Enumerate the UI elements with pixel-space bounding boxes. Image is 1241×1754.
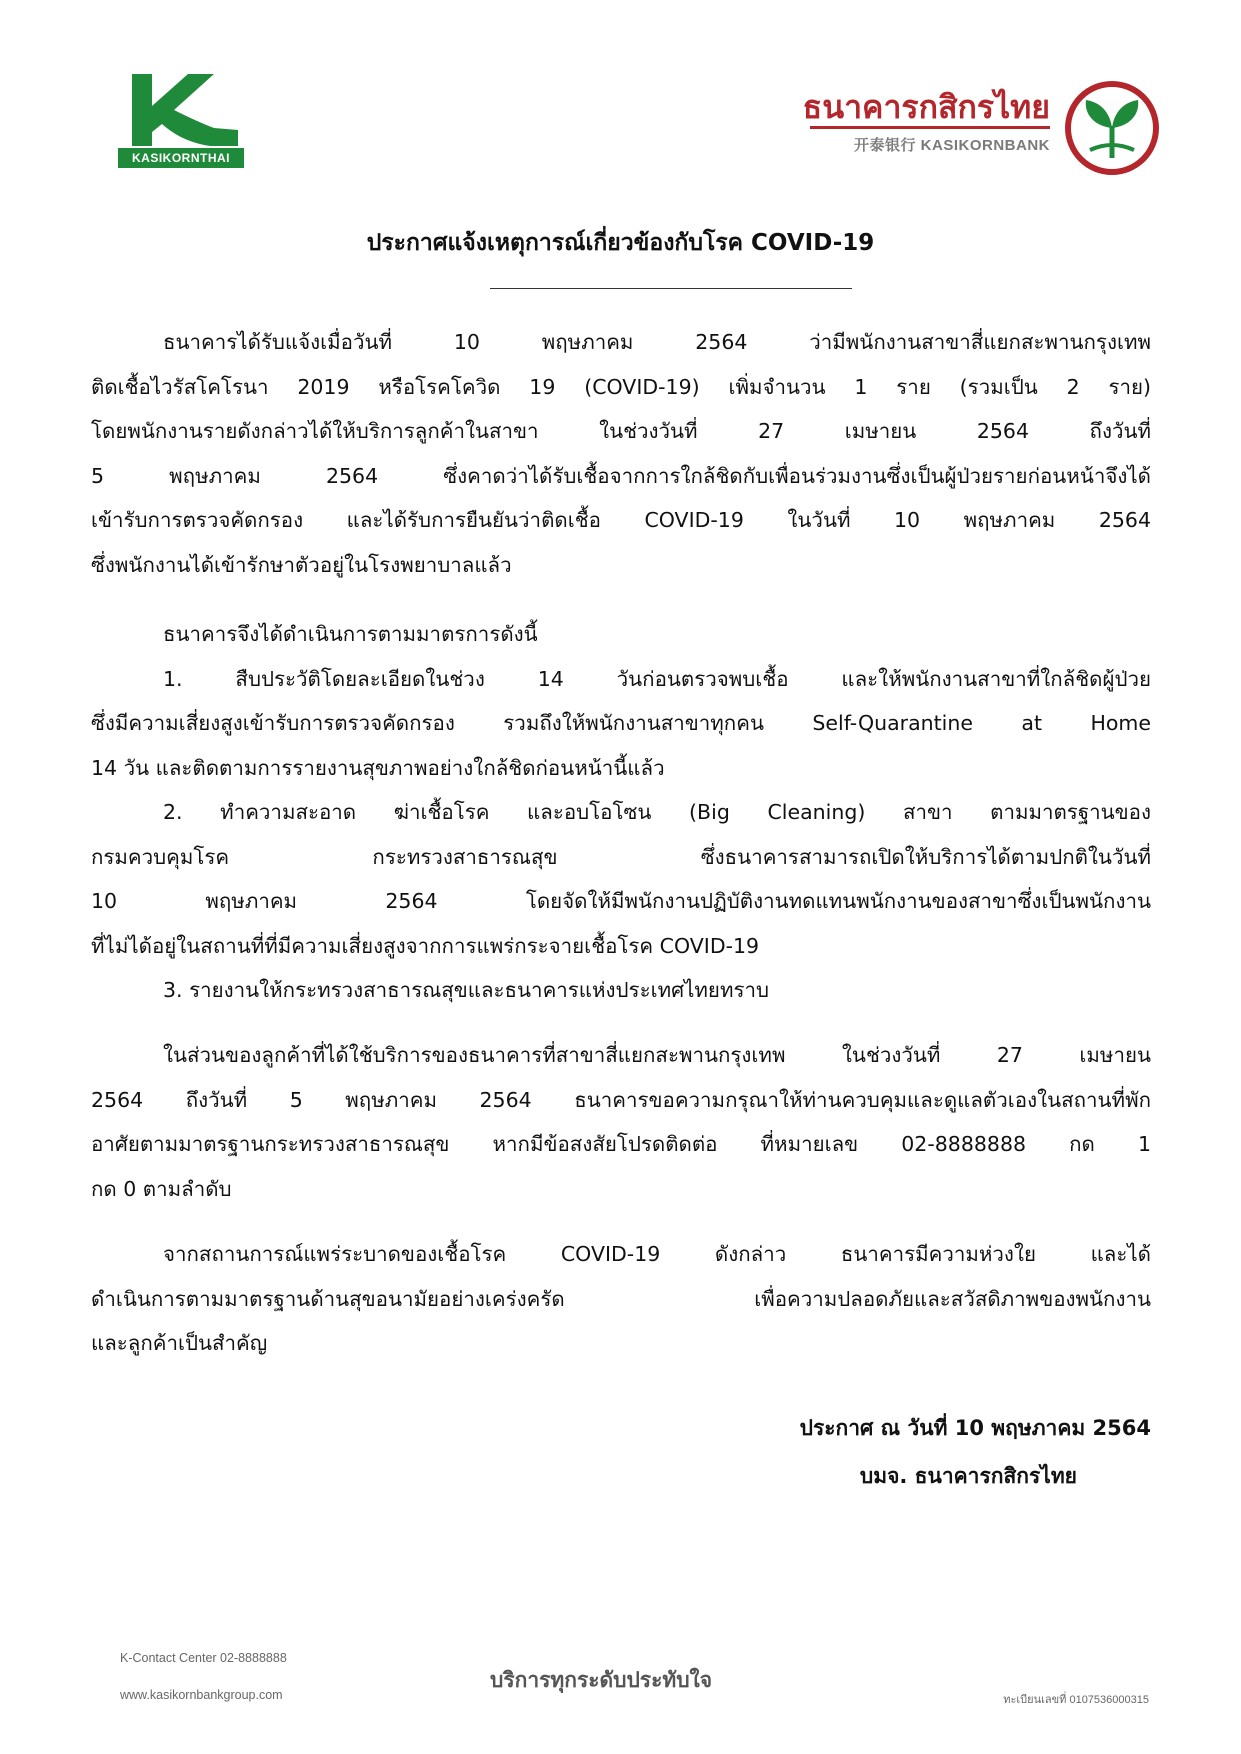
measure-item-2-line: ที่ไม่ได้อยู่ในสถานที่ที่มีความเสี่ยงสูงจากการแพร่กระจายเชื้อโรค COVID-19 (91, 933, 760, 958)
measure-item-1-line: 14 วัน และติดตามการรายงานสุขภาพอย่างใกล้ชิดก่อนหน้านี้แล้ว (91, 755, 665, 780)
text-line: 2564 ถึงวันที่ 5 พฤษภาคม 2564 ธนาคารขอความกรุณาให้ท่านควบคุมและดูแลตัวเองในสถานที่พัก (91, 1087, 1151, 1112)
registration-number: ทะเบียนเลขที่ 0107536000315 (1003, 1694, 1149, 1706)
text-line: จากสถานการณ์แพร่ระบาดของเชื้อโรค COVID-19 ดังกล่าว ธนาคารมีความห่วงใย และได้ (163, 1242, 1151, 1266)
measure-item-2-line: 2. ทำความสะอาด ฆ่าเชื้อโรค และอบโอโซน (Big Cleaning) สาขา ตามมาตรฐานของ (163, 800, 1151, 824)
text-line: ธนาคารได้รับแจ้งเมื่อวันที่ 10 พฤษภาคม 2564 ว่ามีพนักงานสาขาสี่แยกสะพานกรุงเทพ (163, 330, 1151, 354)
paragraph-customer-advice (91, 1033, 1151, 1211)
text-line: ติดเชื้อไวรัสโคโรนา 2019 หรือโรคโควิด 19 (COVID-19) เพิ่มจำนวน 1 ราย (รวมเป็น 2 ราย) (91, 374, 1151, 399)
text-line: ดำเนินการตามมาตรฐานด้านสุขอนามัยอย่างเคร่งครัด เพื่อความปลอดภัยและสวัสดิภาพของพนักงาน (91, 1286, 1151, 1311)
issuer-name: บมจ. ธนาคารกสิกรไทย (859, 1464, 1077, 1488)
measure-item-2-line: 10 พฤษภาคม 2564 โดยจัดให้มีพนักงานปฏิบัติงานทดแทนพนักงานของสาขาซึ่งเป็นพนักงาน (91, 889, 1151, 913)
contact-center: K-Contact Center 02-8888888 (120, 1651, 287, 1665)
text-line: อาศัยตามมาตรฐานกระทรวงสาธารณสุข หากมีข้อสงสัยโปรดติดต่อ ที่หมายเลข 02-8888888 กด 1 (91, 1132, 1151, 1156)
kasikornthai-label: KASIKORNTHAI (118, 148, 244, 168)
bank-name-thai: ธนาคารกสิกรไทย (802, 88, 1050, 126)
rice-leaf-emblem-icon (1064, 80, 1160, 176)
measures-intro: ธนาคารจึงได้ดำเนินการตามมาตรการดังนี้ (163, 622, 538, 646)
paragraph-measures (91, 612, 1151, 1013)
text-line: และลูกค้าเป็นสำคัญ (91, 1331, 268, 1355)
logo-divider (810, 126, 1050, 129)
text-line: กด 0 ตามลำดับ (91, 1176, 232, 1201)
measure-item-1-line: 1. สืบประวัติโดยละเอียดในช่วง 14 วันก่อนตรวจพบเชื้อ และให้พนักงานสาขาที่ใกล้ชิดผู้ป่วย (163, 666, 1151, 691)
bank-name-english: 开泰银行 KASIKORNBANK (853, 137, 1050, 154)
footer-slogan: บริการทุกระดับประทับใจ (490, 1668, 713, 1692)
kasikornbank-logo (790, 80, 1160, 176)
text-line: ซึ่งพนักงานได้เข้ารักษาตัวอยู่ในโรงพยาบาลแล้ว (91, 552, 512, 577)
announcement-title: ประกาศแจ้งเหตุการณ์เกี่ยวข้องกับโรค COVID-19 (366, 230, 875, 256)
paragraph-closing (91, 1232, 1151, 1366)
measure-item-2-line: กรมควบคุมโรค กระทรวงสาธารณสุข ซึ่งธนาคารสามารถเปิดให้บริการได้ตามปกติในวันที่ (91, 844, 1151, 869)
paragraph-notification (91, 320, 1151, 587)
title-underline (490, 288, 852, 289)
text-line: ในส่วนของลูกค้าที่ได้ใช้บริการของธนาคารที่สาขาสี่แยกสะพานกรุงเทพ ในช่วงวันที่ 27 เมษายน (163, 1043, 1151, 1067)
kasikornthai-logo (118, 72, 248, 172)
text-line: โดยพนักงานรายดังกล่าวได้ให้บริการลูกค้าในสาขา ในช่วงวันที่ 27 เมษายน 2564 ถึงวันที่ (91, 419, 1151, 443)
k-logo-icon (118, 72, 244, 150)
website-link[interactable]: www.kasikornbankgroup.com (120, 1688, 283, 1702)
measure-item-3-line: 3. รายงานให้กระทรวงสาธารณสุขและธนาคารแห่งประเทศไทยทราบ (163, 978, 769, 1002)
text-line: 5 พฤษภาคม 2564 ซึ่งคาดว่าได้รับเชื้อจากการใกล้ชิดกับเพื่อนร่วมงานซึ่งเป็นผู้ป่วยรายก่อนหน้าจึงได้ (91, 463, 1151, 488)
measure-item-1-line: ซึ่งมีความเสี่ยงสูงเข้ารับการตรวจคัดกรอง รวมถึงให้พนักงานสาขาทุกคน Self-Quarantine at Home (91, 711, 1151, 735)
announcement-date: ประกาศ ณ วันที่ 10 พฤษภาคม 2564 (799, 1416, 1151, 1440)
text-line: เข้ารับการตรวจคัดกรอง และได้รับการยืนยันว่าติดเชื้อ COVID-19 ในวันที่ 10 พฤษภาคม 2564 (91, 508, 1151, 532)
